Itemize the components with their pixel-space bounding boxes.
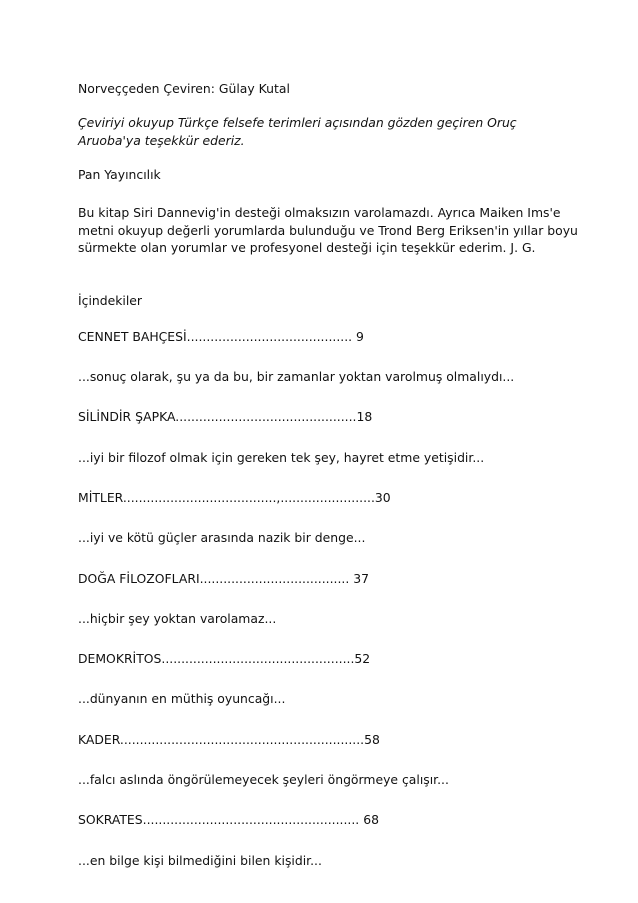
toc-heading: İçindekiler (78, 293, 143, 308)
review-note-line: Aruoba'ya teşekkür ederiz. (78, 132, 245, 148)
acknowledgement-line: metni okuyup değerli yorumlarda bulunduğu ve Trond Berg Eriksen'in yıllar boyu (78, 222, 578, 238)
acknowledgement-line: Bu kitap Siri Dannevig'in desteği olmaksızın varolamazdı. Ayrıca Maiken Ims'e (78, 205, 561, 220)
toc-entry-subtitle: ...hiçbir şey yoktan varolamaz... (78, 611, 277, 626)
toc-entry-subtitle: ...en bilge kişi bilmediğini bilen kişidir... (78, 853, 322, 868)
toc-entry-subtitle: ...sonuç olarak, şu ya da bu, bir zamanlar yoktan varolmuş olmalıydı... (78, 369, 515, 384)
toc-entry-title: CENNET BAHÇESİ.......................................... 9 (78, 329, 364, 344)
acknowledgement (78, 204, 578, 257)
toc-entry-subtitle: ...iyi bir filozof olmak için gereken tek şey, hayret etme yetişidir... (78, 450, 485, 465)
toc-entry-title: KADER..............................................................58 (78, 732, 380, 747)
toc-entry-title: MİTLER.......................................,........................30 (78, 490, 391, 505)
translator-credit: Norveççeden Çeviren: Gülay Kutal (78, 81, 290, 96)
toc-entry-title: SİLİNDİR ŞAPKA..............................................18 (78, 409, 373, 424)
toc-entry-subtitle: ...falcı aslında öngörülemeyecek şeyleri öngörmeye çalışır... (78, 772, 449, 787)
toc-entry-title: SOKRATES....................................................... 68 (78, 812, 379, 827)
review-note (78, 114, 558, 149)
toc-entry-subtitle: ...dünyanın en müthiş oyuncağı... (78, 691, 286, 706)
toc-entry-subtitle: ...iyi ve kötü güçler arasında nazik bir denge... (78, 530, 366, 545)
publisher-name: Pan Yayıncılık (78, 167, 161, 182)
toc-entry-title: DOĞA FİLOZOFLARI...................................... 37 (78, 571, 369, 586)
acknowledgement-line: sürmekte olan yorumlar ve profesyonel desteği için teşekkür ederim. J. G. (78, 240, 536, 255)
toc-entry-title: DEMOKRİTOS.................................................52 (78, 651, 371, 666)
review-note-line: Çeviriyi okuyup Türkçe felsefe terimleri açısından gözden geçiren Oruç (78, 115, 517, 130)
